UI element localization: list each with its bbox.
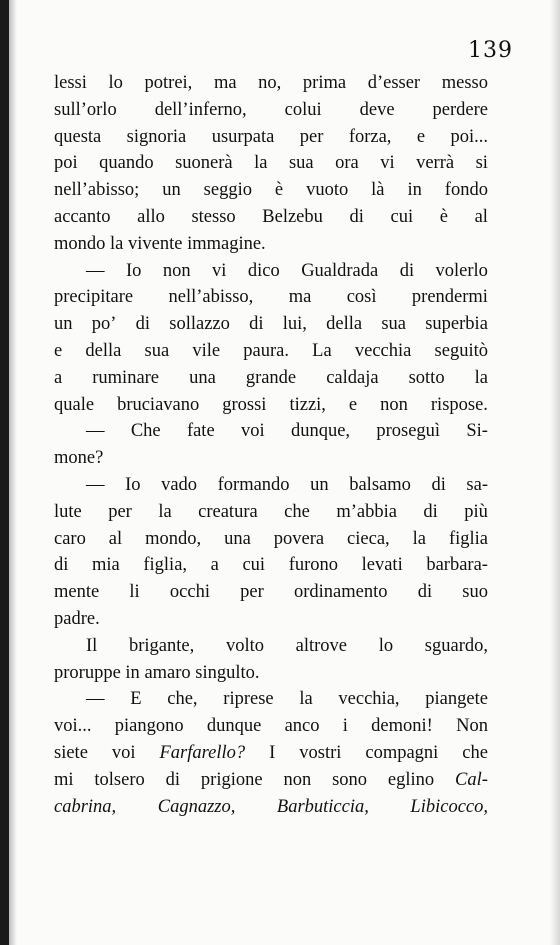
word: formando — [217, 474, 290, 495]
word: siete — [54, 742, 88, 763]
word: vostri — [299, 742, 342, 763]
word: e — [416, 126, 426, 147]
word: vado — [161, 474, 198, 495]
word: po’ — [91, 314, 117, 335]
word: per — [240, 582, 264, 603]
word: non — [162, 260, 191, 281]
word: di — [431, 474, 446, 495]
word: padre. — [54, 608, 100, 629]
text-line — [54, 97, 488, 124]
word: allo — [137, 206, 165, 227]
word: no, — [258, 73, 282, 93]
text-line — [54, 231, 488, 258]
word: Farfarello? — [159, 742, 246, 763]
text-line — [54, 284, 488, 311]
word: al — [108, 528, 123, 549]
word: vile — [192, 340, 221, 361]
text-line — [54, 633, 488, 660]
word: Belzebu — [262, 206, 323, 227]
word: al — [474, 206, 488, 227]
word: sua — [381, 314, 406, 335]
word: barbara- — [426, 555, 488, 576]
word: m’abbia — [336, 501, 397, 522]
word: paura. — [243, 340, 289, 361]
word: ma — [213, 73, 237, 93]
word: non — [283, 769, 312, 790]
word: eglino — [387, 769, 435, 790]
word: potrei, — [144, 73, 193, 93]
word: là — [371, 180, 385, 201]
word: piangete — [425, 689, 488, 710]
word: piangono — [114, 716, 184, 737]
word: lui, — [282, 314, 307, 335]
word: sua — [288, 153, 314, 174]
word: suo — [462, 582, 488, 603]
word: sollazzo — [169, 314, 230, 335]
word: altrove — [295, 635, 348, 656]
word: superbia — [425, 314, 488, 335]
word: un — [310, 474, 329, 495]
binding-edge — [0, 0, 9, 945]
word: di — [399, 260, 415, 281]
word: — — [86, 689, 105, 710]
word: cieca, — [347, 528, 390, 549]
word: in — [125, 662, 140, 683]
text-line — [54, 365, 488, 392]
word: dell’inferno, — [154, 99, 247, 120]
word: sono — [332, 769, 368, 790]
word: vi — [380, 153, 395, 174]
word: prendermi — [411, 287, 488, 308]
word: ma — [288, 287, 312, 308]
text-line — [54, 579, 488, 606]
word: li — [129, 582, 140, 603]
word: lessi — [54, 73, 87, 93]
word: un — [54, 314, 73, 335]
word: di — [54, 555, 69, 576]
word: accanto — [54, 206, 111, 227]
word: I — [269, 742, 276, 763]
word: usurpata — [211, 126, 275, 147]
word: proseguì — [376, 421, 441, 442]
word: dico — [247, 260, 280, 281]
word: E — [130, 689, 142, 710]
text-line — [54, 472, 488, 499]
word: nell’abisso, — [168, 287, 254, 308]
word: amaro — [144, 662, 191, 683]
word: un — [162, 180, 181, 201]
word: di — [249, 314, 264, 335]
text-line — [54, 338, 488, 365]
word: volto — [225, 635, 264, 656]
word: che — [462, 742, 488, 763]
word: Non — [456, 716, 488, 737]
text-line — [54, 686, 488, 713]
word: mone? — [54, 448, 104, 469]
word: Cal- — [455, 769, 488, 790]
word: i — [342, 716, 348, 737]
word: mi — [54, 769, 74, 790]
word: perdere — [432, 99, 488, 120]
word: bruciavano — [117, 394, 200, 415]
word: non — [380, 394, 408, 415]
word: fate — [186, 421, 215, 442]
word: si — [475, 153, 488, 174]
word: mondo, — [145, 528, 202, 549]
word: deve — [359, 99, 395, 120]
word: demoni! — [371, 716, 433, 737]
word: la — [412, 528, 426, 549]
word: riprese — [223, 689, 274, 710]
word: brigante, — [129, 635, 195, 656]
word: prigione — [200, 769, 263, 790]
text-line — [54, 124, 488, 151]
word: stesso — [191, 206, 236, 227]
word: questa — [54, 126, 102, 147]
word: volerlo — [435, 260, 488, 281]
word: sguardo, — [424, 635, 488, 656]
word: quando — [99, 153, 154, 174]
text-line — [54, 311, 488, 338]
text-line — [54, 177, 488, 204]
text-line — [54, 767, 488, 794]
word: La — [312, 340, 332, 361]
word: tolsero — [94, 769, 145, 790]
word: e — [54, 340, 63, 361]
text-line — [54, 204, 488, 231]
word: furono — [288, 555, 339, 576]
word: la — [474, 367, 488, 388]
word: e — [348, 394, 358, 415]
word: cui — [242, 555, 266, 576]
word: voi — [111, 742, 136, 763]
word: di — [417, 582, 433, 603]
word: ora — [335, 153, 359, 174]
word: vivente — [128, 233, 183, 254]
word: vuoto — [306, 180, 349, 201]
word: per — [108, 501, 132, 522]
word: Io — [125, 474, 141, 495]
text-line — [54, 150, 488, 177]
word: figlia — [448, 528, 488, 549]
word: che, — [167, 689, 198, 710]
body-text — [54, 70, 488, 820]
word: — — [86, 260, 105, 281]
word: nell’abisso; — [54, 180, 140, 201]
word: di — [423, 501, 438, 522]
word: Si- — [466, 421, 488, 442]
word: lo — [108, 73, 123, 93]
word: colui — [284, 99, 322, 120]
word: povera — [273, 528, 325, 549]
word: compagni — [365, 742, 439, 763]
word: poi... — [450, 126, 488, 147]
word: creatura — [198, 501, 258, 522]
word: è — [439, 206, 448, 227]
word: occhi — [169, 582, 210, 603]
word: tizzi, — [289, 394, 326, 415]
word: fondo — [444, 180, 488, 201]
word: grande — [245, 367, 297, 388]
word: in — [407, 180, 422, 201]
word: caldaja — [326, 367, 379, 388]
word: per — [299, 126, 324, 147]
word: messo — [441, 73, 488, 93]
word: lo — [378, 635, 394, 656]
word: Libicocco, — [410, 796, 488, 817]
word: più — [464, 501, 488, 522]
word: rispose. — [430, 394, 488, 415]
word: forza, — [348, 126, 392, 147]
word: della — [326, 314, 363, 335]
word: di — [349, 206, 364, 227]
word: della — [85, 340, 122, 361]
word: è — [274, 180, 284, 201]
word: cabrina, — [54, 796, 117, 817]
word: balsamo — [349, 474, 411, 495]
word: prima — [302, 73, 347, 93]
text-line — [54, 606, 488, 633]
word: ordinamento — [293, 582, 388, 603]
text-line — [54, 70, 488, 97]
word: voi — [240, 421, 265, 442]
text-line — [54, 713, 488, 740]
word: mia — [92, 555, 120, 576]
word: ruminare — [92, 367, 160, 388]
word: levati — [361, 555, 403, 576]
word: sotto — [408, 367, 445, 388]
word: sull’orlo — [54, 99, 117, 120]
word: mente — [54, 582, 100, 603]
word: una — [189, 367, 216, 388]
word: Il — [86, 635, 98, 656]
word: la — [110, 233, 124, 254]
word: vecchia — [354, 340, 412, 361]
word: caro — [54, 528, 86, 549]
word: di — [165, 769, 181, 790]
word: vecchia, — [338, 689, 400, 710]
text-line — [54, 392, 488, 419]
page-edge-shadow — [550, 0, 560, 945]
word: suonerà — [175, 153, 233, 174]
word: d’esser — [367, 73, 421, 93]
word: verrà — [416, 153, 455, 174]
word: la — [158, 501, 172, 522]
word: lute — [54, 501, 82, 522]
word: a — [210, 555, 219, 576]
text-line — [54, 552, 488, 579]
word: Io — [125, 260, 142, 281]
word: vi — [212, 260, 227, 281]
word: sua — [144, 340, 170, 361]
word: voi... — [54, 716, 92, 737]
word: dunque, — [290, 421, 351, 442]
word: sa- — [466, 474, 488, 495]
text-line — [54, 794, 488, 821]
word: proruppe — [54, 662, 121, 683]
text-line — [54, 445, 488, 472]
word: quale — [54, 394, 95, 415]
word: poi — [54, 153, 78, 174]
word: seggio — [203, 180, 252, 201]
word: signoria — [126, 126, 187, 147]
word: Che — [130, 421, 161, 442]
word: Cagnazzo, — [157, 796, 236, 817]
page-number: 139 — [468, 38, 513, 63]
word: figlia, — [143, 555, 188, 576]
binding-shadow — [9, 0, 17, 945]
word: a — [54, 367, 63, 388]
word: una — [224, 528, 251, 549]
word: singulto. — [195, 662, 260, 683]
word: così — [346, 287, 377, 308]
word: cui — [390, 206, 414, 227]
word: seguitò — [434, 340, 488, 361]
text-line — [54, 258, 488, 285]
text-line — [54, 526, 488, 553]
word: Gualdrada — [301, 260, 379, 281]
word: grossi — [222, 394, 267, 415]
word: — — [86, 474, 105, 495]
word: anco — [284, 716, 320, 737]
word: che — [284, 501, 310, 522]
word: la — [299, 689, 313, 710]
text-line — [54, 660, 488, 687]
word: mondo — [54, 233, 106, 254]
word: di — [135, 314, 151, 335]
word: — — [86, 421, 105, 442]
word: la — [254, 153, 268, 174]
word: precipitare — [54, 287, 134, 308]
word: dunque — [206, 716, 262, 737]
word: Barbuticcia, — [276, 796, 369, 817]
text-line — [54, 740, 488, 767]
word: immagine. — [187, 233, 266, 254]
text-line — [54, 499, 488, 526]
text-line — [54, 418, 488, 445]
